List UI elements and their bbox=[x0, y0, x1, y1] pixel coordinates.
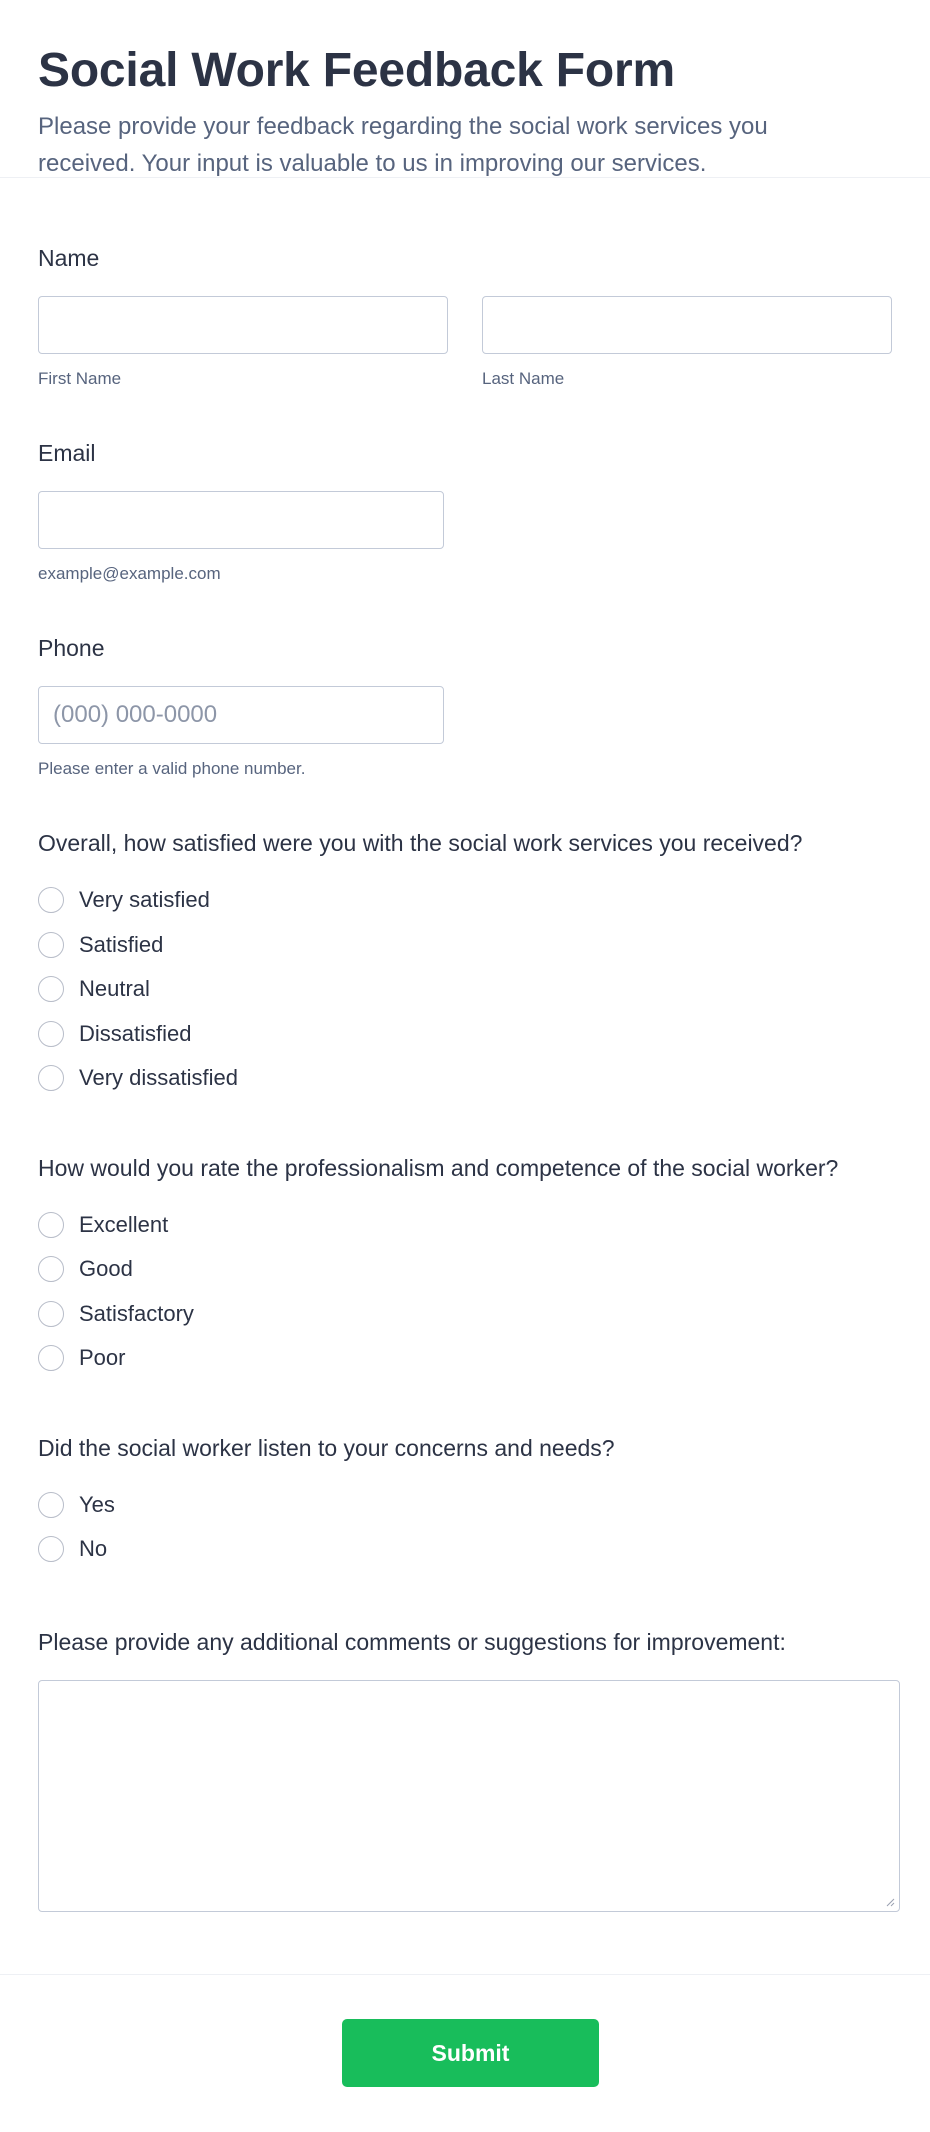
radio-button[interactable] bbox=[38, 1212, 64, 1238]
comments-field-group bbox=[38, 1572, 892, 1912]
option-label: No bbox=[79, 1536, 108, 1562]
radio-option-good[interactable] bbox=[38, 1247, 858, 1292]
page-title: Social Work Feedback Form bbox=[38, 44, 675, 97]
radio-button[interactable] bbox=[38, 976, 64, 1002]
option-label: Good bbox=[79, 1256, 133, 1282]
radio-button[interactable] bbox=[38, 1065, 64, 1091]
radio-button[interactable] bbox=[38, 887, 64, 913]
satisfaction-question bbox=[38, 779, 892, 1101]
phone-placeholder: (000) 000-0000 bbox=[53, 701, 218, 728]
option-label: Very dissatisfied bbox=[79, 1065, 238, 1091]
submit-button[interactable]: Submit bbox=[342, 2019, 599, 2087]
professionalism-question bbox=[38, 1101, 858, 1381]
comments-textarea[interactable] bbox=[38, 1680, 900, 1912]
radio-option-satisfied[interactable] bbox=[38, 923, 892, 968]
radio-option-very-dissatisfied[interactable] bbox=[38, 1056, 892, 1101]
option-label: Yes bbox=[79, 1491, 115, 1517]
professionalism-question-label: How would you rate the professionalism and competence of the social worker? bbox=[38, 1154, 839, 1181]
radio-button[interactable] bbox=[38, 1256, 64, 1282]
radio-button[interactable] bbox=[38, 932, 64, 958]
radio-button[interactable] bbox=[38, 1345, 64, 1371]
resize-grip-icon[interactable] bbox=[885, 1897, 895, 1907]
listened-question bbox=[38, 1381, 892, 1572]
radio-option-yes[interactable] bbox=[38, 1483, 892, 1528]
radio-option-poor[interactable] bbox=[38, 1336, 858, 1381]
first-name-sublabel: First Name bbox=[38, 369, 122, 388]
phone-label: Phone bbox=[38, 635, 105, 661]
page-subtitle: Please provide your feedback regarding the social work services you received. Your input is valuable to us in improving our services. bbox=[38, 113, 768, 177]
professionalism-options bbox=[38, 1203, 858, 1381]
email-sublabel: example@example.com bbox=[38, 564, 221, 583]
option-label: Satisfied bbox=[79, 931, 164, 957]
option-label: Satisfactory bbox=[79, 1300, 194, 1326]
name-field-group bbox=[38, 178, 892, 389]
feedback-form bbox=[0, 178, 930, 1912]
radio-button[interactable] bbox=[38, 1536, 64, 1562]
radio-option-very-satisfied[interactable] bbox=[38, 878, 892, 923]
radio-button[interactable] bbox=[38, 1021, 64, 1047]
option-label: Poor bbox=[79, 1345, 126, 1371]
email-field-group bbox=[38, 389, 892, 584]
name-label: Name bbox=[38, 245, 100, 271]
email-label: Email bbox=[38, 440, 96, 466]
phone-field-group bbox=[38, 584, 892, 779]
comments-label: Please provide any additional comments or suggestions for improvement: bbox=[38, 1628, 786, 1655]
satisfaction-options bbox=[38, 878, 892, 1101]
option-label: Neutral bbox=[79, 976, 150, 1002]
radio-option-dissatisfied[interactable] bbox=[38, 1012, 892, 1057]
radio-button[interactable] bbox=[38, 1492, 64, 1518]
radio-option-neutral[interactable] bbox=[38, 967, 892, 1012]
last-name-sublabel: Last Name bbox=[482, 369, 565, 388]
first-name-input[interactable] bbox=[38, 296, 448, 354]
option-label: Dissatisfied bbox=[79, 1020, 192, 1046]
option-label: Excellent bbox=[79, 1211, 169, 1237]
last-name-input[interactable] bbox=[482, 296, 892, 354]
form-footer bbox=[0, 1974, 930, 2132]
phone-field[interactable] bbox=[38, 686, 444, 744]
email-field[interactable] bbox=[38, 491, 444, 549]
form-header bbox=[0, 0, 930, 178]
radio-option-excellent[interactable] bbox=[38, 1203, 858, 1248]
option-label: Very satisfied bbox=[79, 887, 210, 913]
listened-question-label: Did the social worker listen to your concerns and needs? bbox=[38, 1434, 615, 1461]
satisfaction-question-label: Overall, how satisfied were you with the social work services you received? bbox=[38, 830, 803, 856]
radio-option-satisfactory[interactable] bbox=[38, 1292, 858, 1337]
radio-option-no[interactable] bbox=[38, 1527, 892, 1572]
listened-options bbox=[38, 1483, 892, 1572]
phone-sublabel: Please enter a valid phone number. bbox=[38, 759, 306, 778]
radio-button[interactable] bbox=[38, 1301, 64, 1327]
